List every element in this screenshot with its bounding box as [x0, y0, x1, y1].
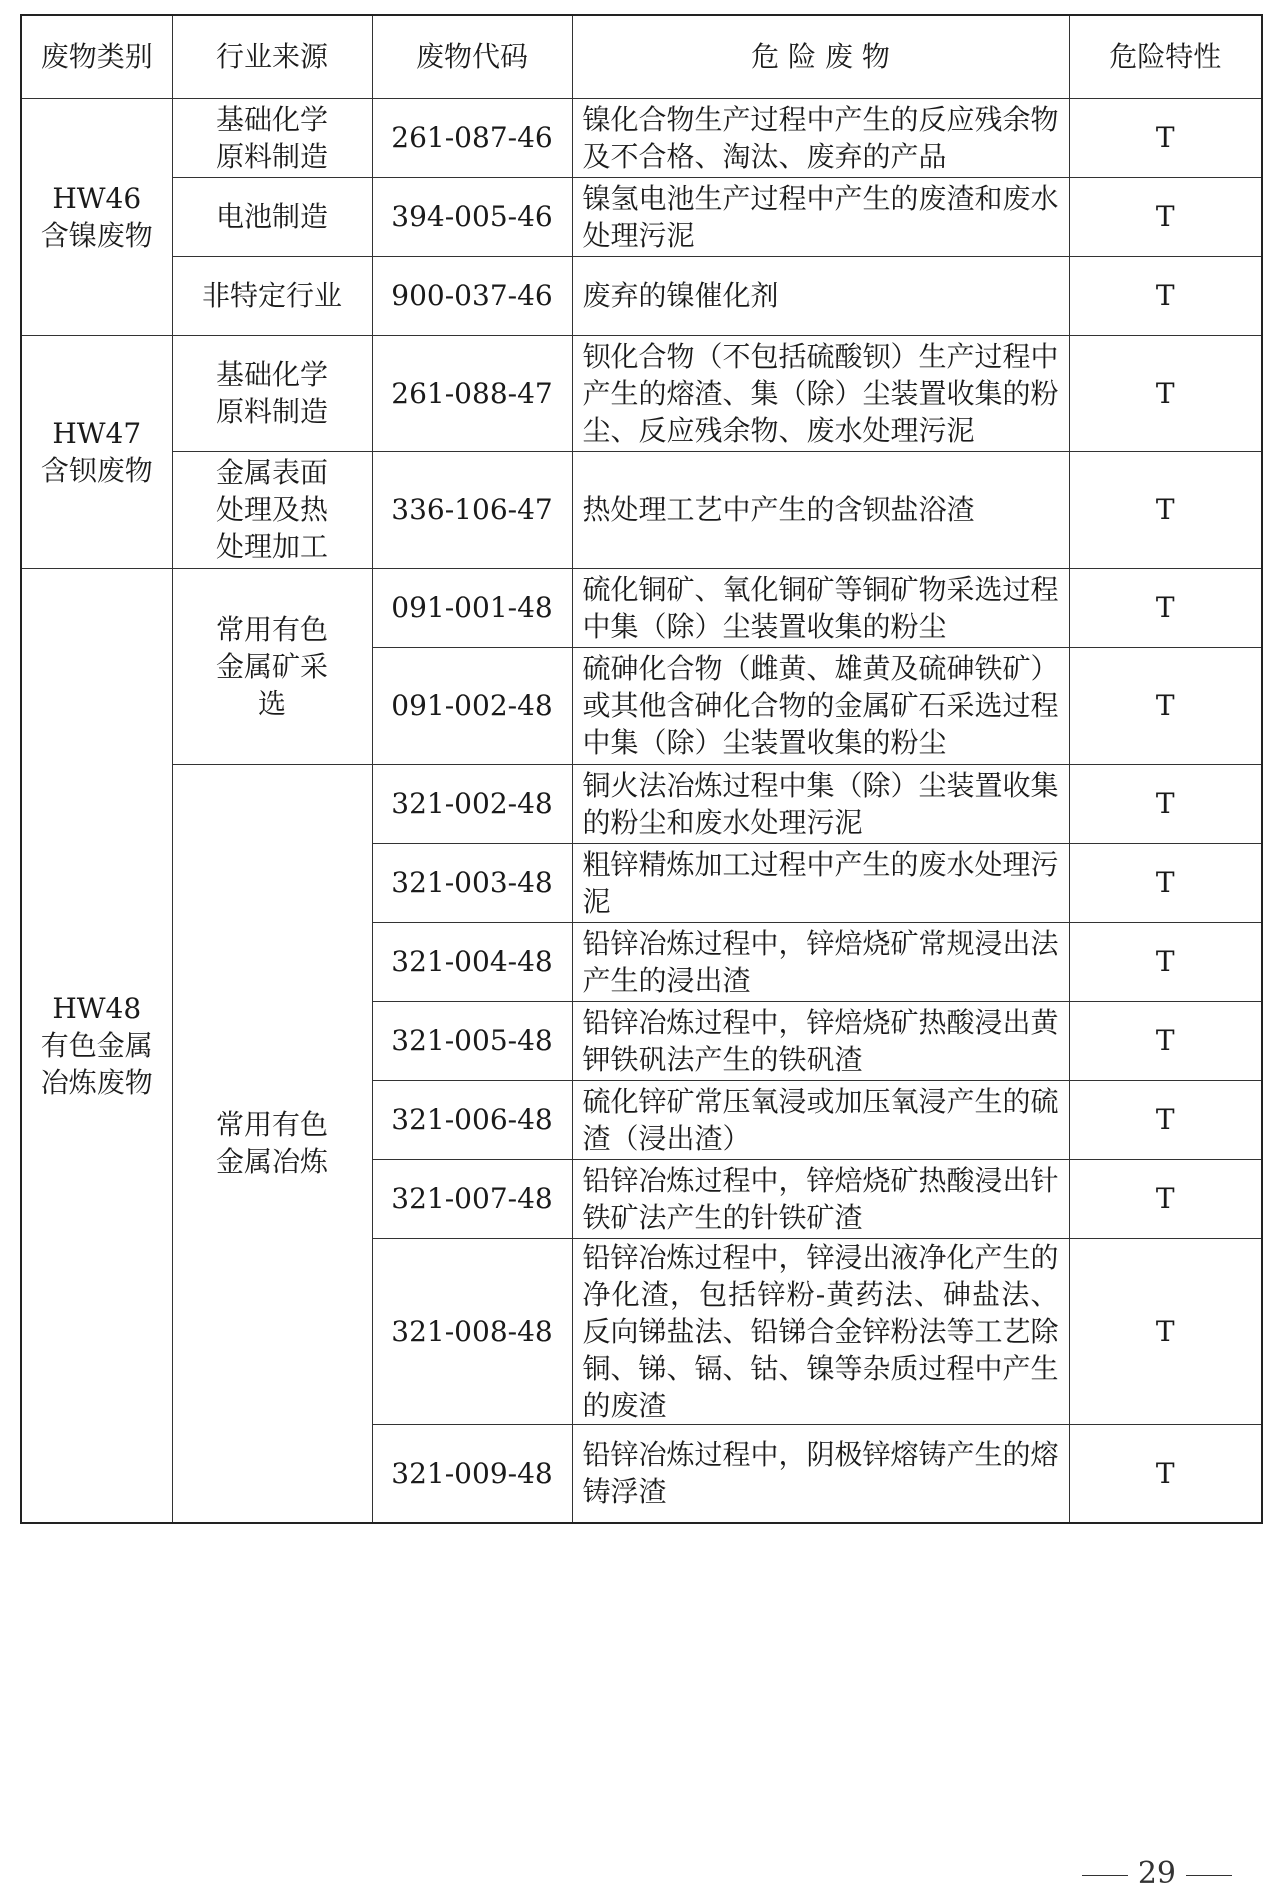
desc-cell: 硫化锌矿常压氧浸或加压氧浸产生的硫渣（浸出渣）	[572, 1080, 1069, 1159]
hazard-cell: T	[1069, 1080, 1262, 1159]
code-cell: 261-087-46	[372, 98, 572, 177]
category-code: HW46	[52, 181, 142, 215]
source-text: 基础化学原料制造	[215, 102, 328, 173]
page-number-footer	[1072, 1856, 1242, 1891]
category-name: 含镍废物	[40, 218, 153, 252]
desc-cell: 废弃的镍催化剂	[572, 256, 1069, 335]
code-cell: 321-009-48	[372, 1424, 572, 1523]
code-cell: 336-106-47	[372, 451, 572, 568]
hazard-cell: T	[1069, 1001, 1262, 1080]
header-row	[21, 15, 1262, 98]
hazard-cell: T	[1069, 647, 1262, 764]
code-cell: 321-004-48	[372, 922, 572, 1001]
table-row	[21, 256, 1262, 335]
code-cell: 261-088-47	[372, 335, 572, 451]
desc-cell: 铅锌冶炼过程中，锌焙烧矿热酸浸出黄钾铁矾法产生的铁矾渣	[572, 1001, 1069, 1080]
desc-cell: 镍化合物生产过程中产生的反应残余物及不合格、淘汰、废弃的产品	[572, 98, 1069, 177]
code-cell: 321-006-48	[372, 1080, 572, 1159]
category-code: HW47	[52, 416, 142, 450]
page-number: 29	[1137, 1856, 1176, 1891]
source-text: 基础化学原料制造	[215, 358, 328, 428]
table-row	[21, 335, 1262, 451]
table-row	[21, 568, 1262, 647]
desc-cell: 镍氢电池生产过程中产生的废渣和废水处理污泥	[572, 177, 1069, 256]
code-cell: 321-005-48	[372, 1001, 572, 1080]
desc-cell: 热处理工艺中产生的含钡盐浴渣	[572, 451, 1069, 568]
source-text: 金属表面处理及热处理加工	[215, 456, 328, 563]
category-name: 含钡废物	[40, 453, 153, 487]
source-cell	[172, 98, 372, 177]
hazardous-waste-table	[20, 14, 1263, 1524]
hazard-cell: T	[1069, 177, 1262, 256]
dash-right	[1186, 1875, 1232, 1876]
category-name: 有色金属冶炼废物	[40, 1028, 153, 1099]
hazard-cell: T	[1069, 451, 1262, 568]
code-cell: 321-003-48	[372, 843, 572, 922]
hazard-cell: T	[1069, 1238, 1262, 1424]
source-text: 常用有色金属矿采选	[215, 612, 328, 720]
hazard-cell: T	[1069, 1424, 1262, 1523]
desc-cell: 铜火法冶炼过程中集（除）尘装置收集的粉尘和废水处理污泥	[572, 764, 1069, 843]
desc-cell: 硫砷化合物（雌黄、雄黄及硫砷铁矿）或其他含砷化合物的金属矿石采选过程中集（除）尘装置收集的粉尘	[572, 647, 1069, 764]
code-cell: 091-001-48	[372, 568, 572, 647]
desc-cell: 铅锌冶炼过程中，阴极锌熔铸产生的熔铸浮渣	[572, 1424, 1069, 1523]
table-row	[21, 451, 1262, 568]
source-cell	[172, 568, 372, 764]
desc-cell: 铅锌冶炼过程中，锌浸出液净化产生的净化渣，包括锌粉-黄药法、砷盐法、反向锑盐法、铅锑合金锌粉法等工艺除铜、锑、镉、钴、镍等杂质过程中产生的废渣	[572, 1238, 1069, 1424]
code-cell: 321-002-48	[372, 764, 572, 843]
desc-cell: 粗锌精炼加工过程中产生的废水处理污泥	[572, 843, 1069, 922]
header-industry-source: 行业来源	[172, 15, 372, 98]
header-category: 废物类别	[21, 15, 172, 98]
table-row	[21, 177, 1262, 256]
hazard-cell: T	[1069, 568, 1262, 647]
category-cell-hw48	[21, 568, 172, 1523]
code-cell: 394-005-46	[372, 177, 572, 256]
table-row	[21, 764, 1262, 843]
category-code: HW48	[52, 991, 142, 1025]
header-hazardous-waste: 危 险 废 物	[572, 15, 1069, 98]
table-row	[21, 98, 1262, 177]
hazard-cell: T	[1069, 98, 1262, 177]
code-cell: 091-002-48	[372, 647, 572, 764]
hazard-cell: T	[1069, 335, 1262, 451]
hazard-cell: T	[1069, 256, 1262, 335]
hazard-cell: T	[1069, 843, 1262, 922]
header-waste-code: 废物代码	[372, 15, 572, 98]
hazard-cell: T	[1069, 764, 1262, 843]
source-cell	[172, 335, 372, 451]
source-text: 常用有色金属冶炼	[215, 1108, 328, 1179]
desc-cell: 铅锌冶炼过程中，锌焙烧矿常规浸出法产生的浸出渣	[572, 922, 1069, 1001]
header-hazard-property: 危险特性	[1069, 15, 1262, 98]
hazard-cell: T	[1069, 922, 1262, 1001]
desc-cell: 钡化合物（不包括硫酸钡）生产过程中产生的熔渣、集（除）尘装置收集的粉尘、反应残余物、废水处理污泥	[572, 335, 1069, 451]
dash-left	[1082, 1875, 1128, 1876]
source-cell: 电池制造	[172, 177, 372, 256]
desc-cell: 硫化铜矿、氧化铜矿等铜矿物采选过程中集（除）尘装置收集的粉尘	[572, 568, 1069, 647]
category-cell-hw46	[21, 98, 172, 335]
code-cell: 900-037-46	[372, 256, 572, 335]
code-cell: 321-007-48	[372, 1159, 572, 1238]
category-cell-hw47	[21, 335, 172, 568]
source-cell	[172, 764, 372, 1523]
desc-cell: 铅锌冶炼过程中，锌焙烧矿热酸浸出针铁矿法产生的针铁矿渣	[572, 1159, 1069, 1238]
hazard-cell: T	[1069, 1159, 1262, 1238]
source-cell	[172, 451, 372, 568]
source-cell: 非特定行业	[172, 256, 372, 335]
code-cell: 321-008-48	[372, 1238, 572, 1424]
